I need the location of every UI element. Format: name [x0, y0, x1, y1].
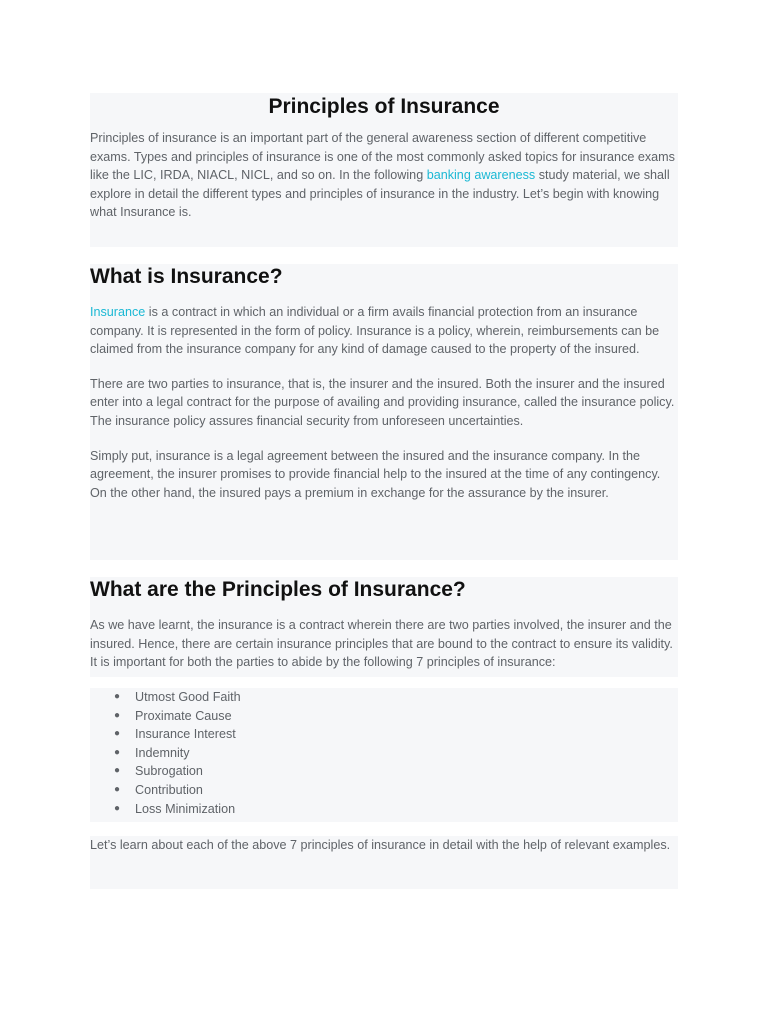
list-item-label: Subrogation — [135, 764, 203, 779]
list-item-label: Loss Minimization — [135, 801, 236, 816]
document-page — [90, 93, 678, 889]
bullet-icon: ● — [114, 691, 121, 702]
banking-awareness-link[interactable]: banking awareness — [426, 168, 536, 183]
list-item — [114, 744, 678, 763]
list-item — [114, 725, 678, 744]
list-item-label: Contribution — [135, 782, 203, 797]
list-item-label: Insurance Interest — [135, 727, 236, 742]
intro-text-start: Principles of insurance is an important part of the general awareness section of different competitive exams. Types and principles of insurance is one of the most commonly asked topics for insurance exams like the LIC, IRDA, NIACL, NICL, and so on. In the following — [90, 131, 675, 183]
list-item — [114, 781, 678, 800]
list-item-label: Proximate Cause — [135, 708, 232, 723]
what-is-insurance-section — [90, 264, 678, 560]
bullet-icon: ● — [114, 765, 121, 777]
bullet-icon: ● — [114, 802, 121, 814]
closing-paragraph: Let’s learn about each of the above 7 principles of insurance in detail with the help of relevant examples. — [90, 838, 671, 852]
principles-paragraph: As we have learnt, the insurance is a contract wherein there are two parties involved, the insurer and the insured. Hence, there are certain insurance principles that are bound to the contract to ensure its validity. It is important for both the parties to abide by the following 7 principles of insurance: — [90, 618, 673, 670]
bullet-icon: ● — [114, 709, 121, 721]
closing-section — [90, 836, 678, 889]
bullet-icon: ● — [114, 746, 121, 758]
intro-paragraph — [90, 129, 678, 222]
intro-section — [90, 93, 678, 247]
list-item — [114, 707, 678, 726]
what-is-paragraph-1 — [90, 303, 678, 359]
principles-intro-section — [90, 577, 678, 677]
principles-heading: What are the Principles of Insurance? — [90, 578, 466, 601]
bullet-icon: ● — [114, 783, 121, 795]
list-item — [114, 762, 678, 781]
what-is-insurance-heading: What is Insurance? — [90, 265, 283, 288]
insurance-link[interactable]: Insurance — [90, 305, 146, 319]
list-item — [114, 800, 678, 819]
page-title: Principles of Insurance — [268, 95, 500, 118]
list-item-label: Utmost Good Faith — [135, 690, 241, 704]
principles-list-section — [90, 688, 678, 822]
what-is-paragraph-3: Simply put, insurance is a legal agreement between the insured and the insurance company. In the agreement, the insurer promises to provide financial help to the insured at the time of any contingency. On the other hand, the insured pays a premium in exchange for the assurance by the insurer. — [90, 448, 661, 500]
intro-text-end: study material, we shall explore in detail the different types and principles of insurance in the industry. Let’s begin with knowing what Insurance is. — [90, 168, 670, 220]
what-is-paragraph-2: There are two parties to insurance, that is, the insurer and the insured. Both the insurer and the insured enter into a legal contract for the purpose of availing and providing insurance, called the insurance policy. The insurance policy assures financial security from unforeseen uncertainties. — [90, 376, 675, 428]
bullet-icon: ● — [114, 728, 121, 740]
principles-list — [90, 688, 678, 818]
what-is-paragraph-1-text: is a contract in which an individual or a firm avails financial protection from an insurance company. It is represented in the form of policy. Insurance is a policy, wherein, reimbursements can be claimed from the insurance company for any kind of damage caused to the property of the insured. — [90, 305, 660, 357]
list-item-label: Indemnity — [135, 745, 190, 760]
list-item — [114, 688, 678, 707]
